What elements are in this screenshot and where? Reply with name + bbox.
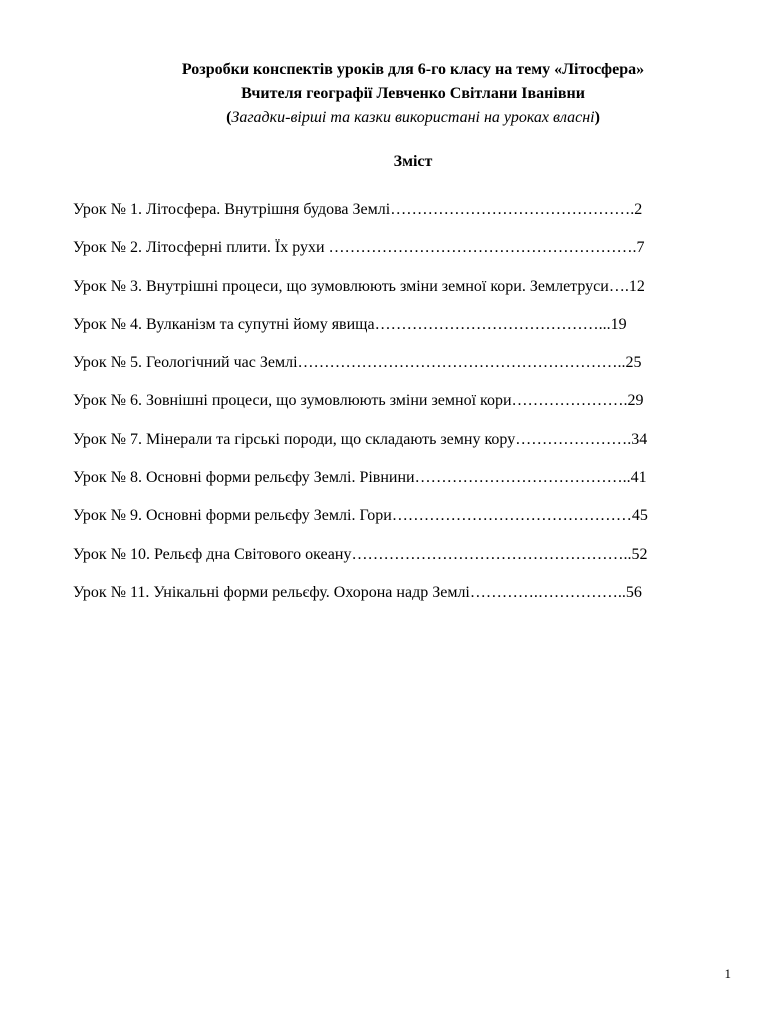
note-text: Загадки-вірші та казки використані на уроках власні <box>231 109 595 126</box>
toc-heading: Зміст <box>393 153 433 170</box>
page-number: 1 <box>724 966 731 981</box>
document-title: Розробки конспектів уроків для 6-го класу на тему «Літосфера» <box>181 61 645 78</box>
note-close-paren: ) <box>594 109 600 126</box>
document-header <box>0 58 768 130</box>
toc-entry-8: Урок № 8. Основні форми рельєфу Землі. Рівнини…………………………………..41 <box>73 469 647 487</box>
toc-entry-10: Урок № 10. Рельєф дна Світового океану……………………………………………..52 <box>73 545 648 563</box>
toc-entry-11: Урок № 11. Унікальні форми рельєфу. Охорона надр Землі………….……………..56 <box>73 583 642 601</box>
toc-entry-4: Урок № 4. Вулканізм та супутні йому явища……………………………………...19 <box>73 315 627 333</box>
note-open-paren: ( <box>226 109 232 126</box>
toc-entry-2: Урок № 2. Літосферні плити. Їх рухи ………………………………………………….7 <box>73 239 645 257</box>
toc-entry-6: Урок № 6. Зовнішні процеси, що зумовлюють зміни земної кори………………….29 <box>73 392 644 410</box>
document-author: Вчителя географії Левченко Світлани Іванівни <box>241 85 585 102</box>
document-note <box>0 106 768 130</box>
toc-entry-9: Урок № 9. Основні форми рельєфу Землі. Гори………………………………………45 <box>73 507 648 525</box>
toc-entry-3: Урок № 3. Внутрішні процеси, що зумовлюють зміни земної кори. Землетруси….12 <box>73 277 645 295</box>
toc-entry-7: Урок № 7. Мінерали та гірські породи, що складають земну кору………………….34 <box>73 430 648 448</box>
toc-entry-5: Урок № 5. Геологічний час Землі……………………………………………………..25 <box>73 354 642 372</box>
table-of-contents <box>73 199 733 620</box>
toc-entry-1: Урок № 1. Літосфера. Внутрішня будова Землі……………………………………….2 <box>73 201 643 218</box>
